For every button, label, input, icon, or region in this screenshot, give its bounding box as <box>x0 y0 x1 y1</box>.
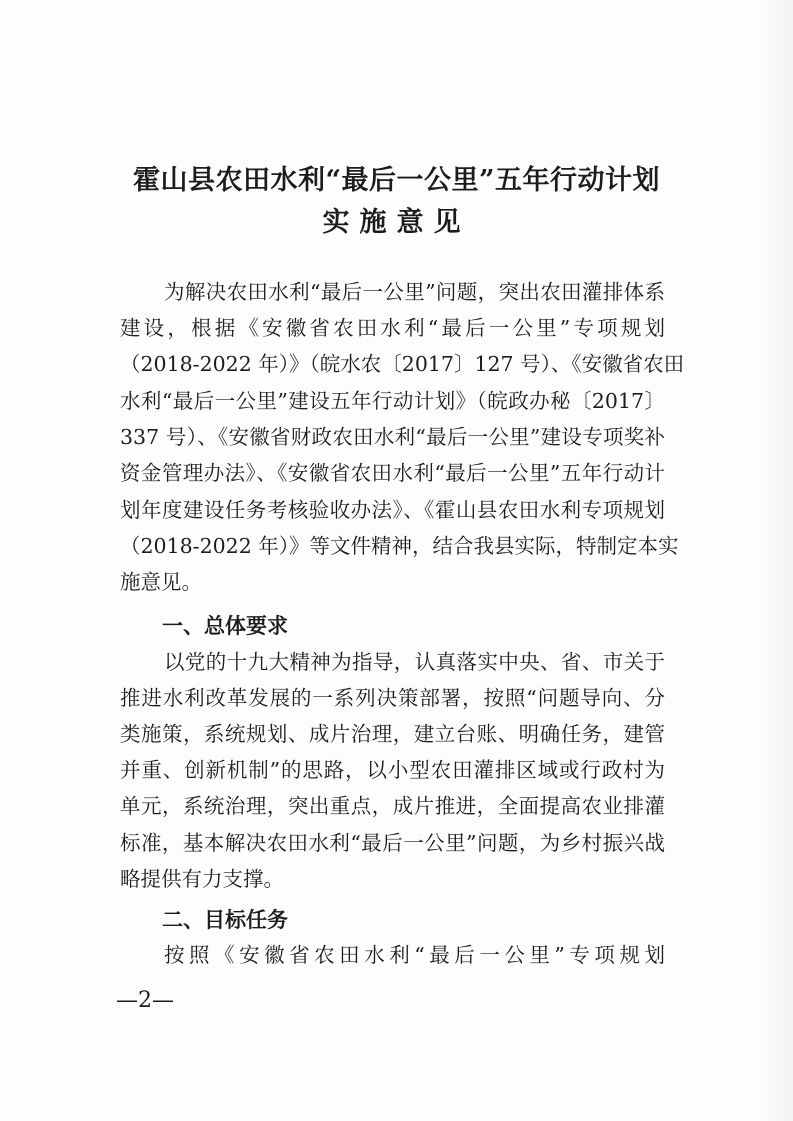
intro-paragraph-line: 337 号）、《安徽省财政农田水利“最后一公里”建设专项奖补 <box>120 425 665 449</box>
section-2-paragraph-line: 按照《安徽省农田水利“最后一公里”专项规划 <box>164 943 665 967</box>
document-title-line-2: 实施意见 <box>322 207 471 238</box>
intro-paragraph-line: 水利“最后一公里”建设五年行动计划》（皖政办秘〔2017〕 <box>120 389 665 413</box>
section-1-heading: 一、总体要求 <box>162 614 288 638</box>
page-number: —2— <box>116 988 174 1013</box>
section-1-paragraph-line: 标准，基本解决农田水利“最后一公里”问题，为乡村振兴战 <box>120 831 665 855</box>
intro-paragraph-line: 施意见。 <box>120 570 202 594</box>
intro-paragraph-line: （2018-2022 年）》（皖水农〔2017〕127 号）、《安徽省农田 <box>120 352 685 376</box>
section-1-paragraph-line: 推进水利改革发展的一系列决策部署，按照“问题导向、分 <box>120 686 665 710</box>
section-1-paragraph-line: 单元，系统治理，突出重点，成片推进，全面提高农业排灌 <box>120 794 665 818</box>
intro-paragraph-line: 为解决农田水利“最后一公里”问题，突出农田灌排体系 <box>164 280 665 304</box>
intro-paragraph-line: 资金管理办法》、《安徽省农田水利“最后一公里”五年行动计 <box>120 461 665 485</box>
intro-paragraph-line: （2018-2022 年）》等文件精神，结合我县实际，特制定本实 <box>120 534 679 558</box>
section-1-paragraph-line: 类施策，系统规划、成片治理，建立台账、明确任务，建管 <box>120 722 665 746</box>
document-title-line-1: 霍山县农田水利“最后一公里”五年行动计划 <box>132 165 661 196</box>
section-1-paragraph-line: 并重、创新机制”的思路，以小型农田灌排区域或行政村为 <box>120 758 665 782</box>
intro-paragraph-line: 建设，根据《安徽省农田水利“最后一公里”专项规划 <box>120 316 665 340</box>
section-1-paragraph-line: 略提供有力支撑。 <box>120 867 284 891</box>
intro-paragraph-line: 划年度建设任务考核验收办法》、《霍山县农田水利专项规划 <box>120 498 665 522</box>
section-1-paragraph-line: 以党的十九大精神为指导，认真落实中央、省、市关于 <box>164 650 665 674</box>
section-2-heading: 二、目标任务 <box>162 908 288 932</box>
